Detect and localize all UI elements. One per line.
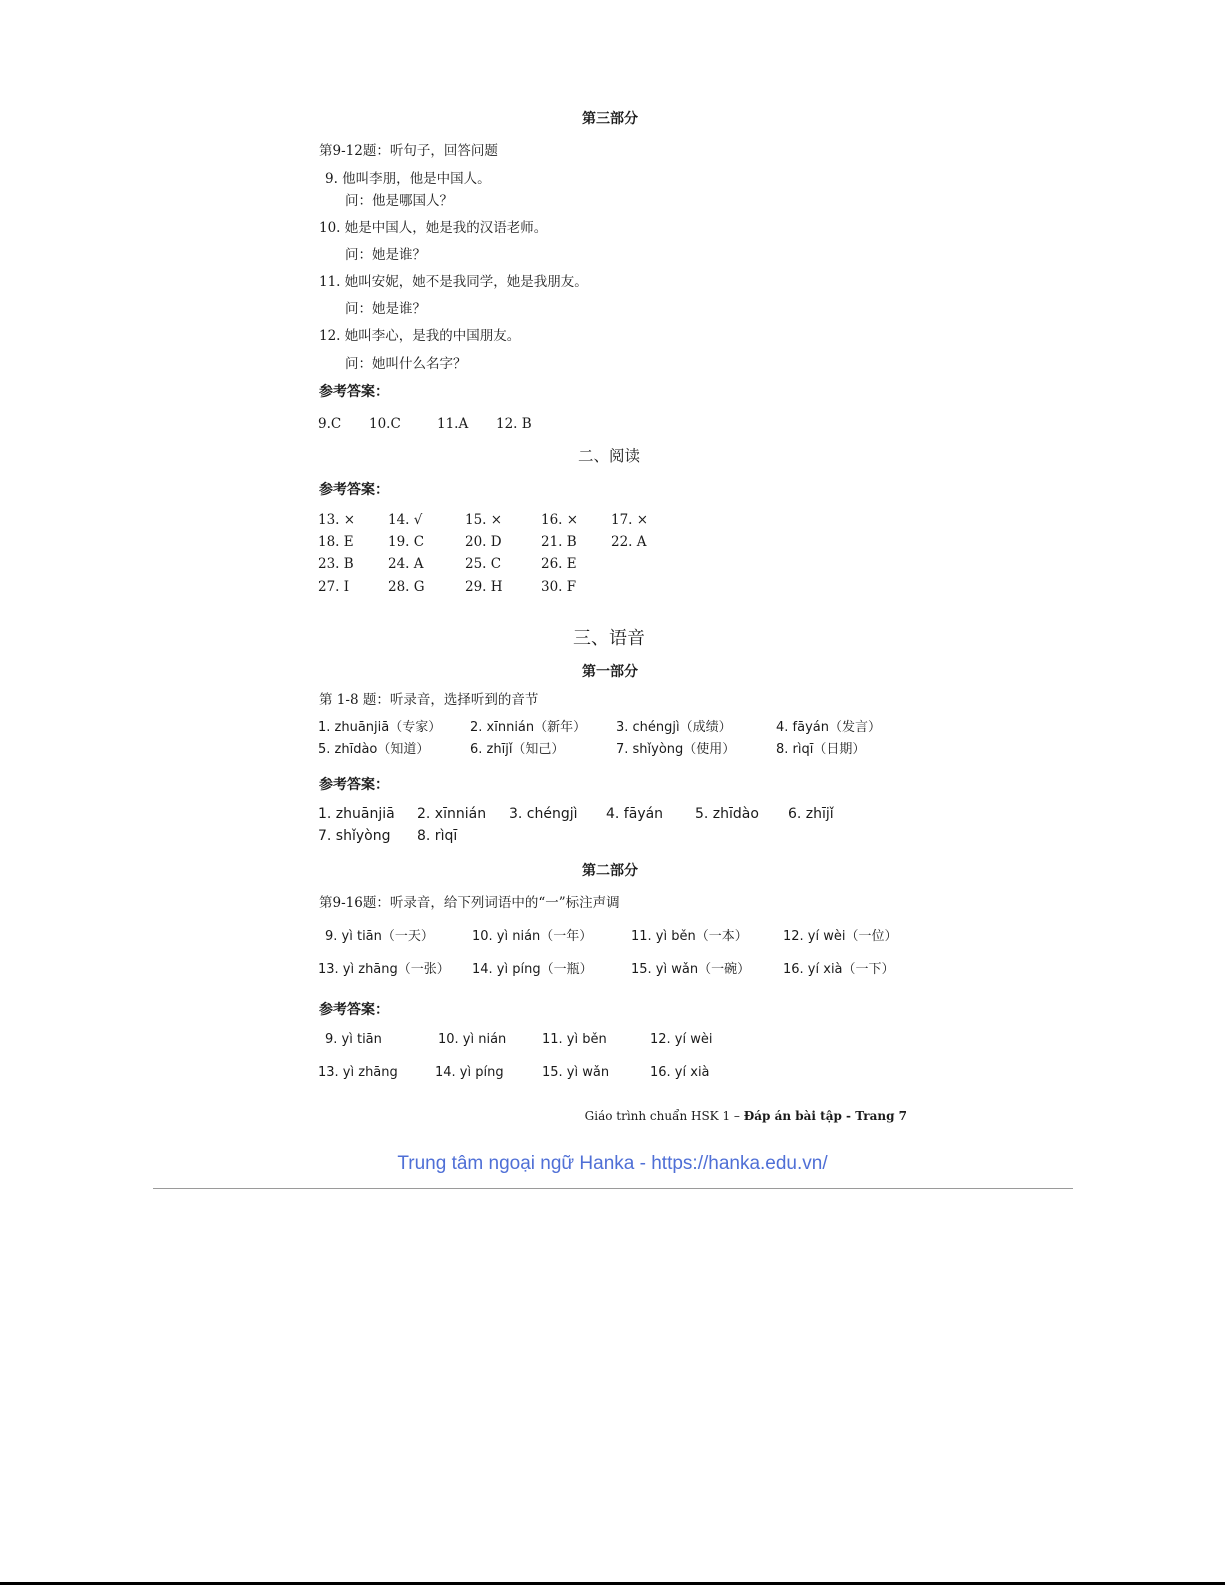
answer-item: 9.C	[318, 416, 342, 432]
tone-answer: 13. yì zhāng	[318, 1065, 398, 1080]
tone-answer: 15. yì wǎn	[542, 1065, 610, 1080]
reading-answer: 26. E	[541, 556, 577, 572]
divider	[153, 1188, 1073, 1189]
syllable-option: 6. zhījǐ（知己）	[470, 742, 565, 757]
syllable-option: 8. rìqī（日期）	[776, 742, 866, 757]
phonetics-heading: 三、语音	[573, 628, 645, 649]
tone-item: 12. yí wèi（一位）	[783, 929, 898, 944]
phonetics-part2-instruction: 第9-16题：听录音，给下列词语中的“一”标注声调	[319, 895, 620, 911]
reading-answer: 13. ×	[318, 512, 356, 528]
tone-item: 9. yì tiān（一天）	[325, 929, 434, 944]
syllable-answer: 5. zhīdào	[695, 806, 759, 822]
website-link[interactable]: Trung tâm ngoại ngữ Hanka - https://hanka.edu.vn/	[397, 1153, 828, 1174]
tone-answer: 9. yì tiān	[325, 1032, 382, 1047]
question-11-sentence: 11. 她叫安妮，她不是我同学，她是我朋友。	[319, 274, 588, 290]
reading-answer: 16. ×	[541, 512, 579, 528]
reading-answer: 25. C	[465, 556, 502, 572]
tone-item: 13. yì zhāng（一张）	[318, 962, 450, 977]
syllable-answer: 7. shǐyòng	[318, 828, 391, 844]
tone-item: 10. yì nián（一年）	[472, 929, 593, 944]
syllable-option: 5. zhīdào（知道）	[318, 742, 430, 757]
reading-answer: 15. ×	[465, 512, 503, 528]
phonetics-part2-heading: 第二部分	[582, 863, 638, 879]
answer-item: 12. B	[496, 416, 532, 432]
syllable-answer: 8. rìqī	[417, 828, 458, 844]
reading-answer: 18. E	[318, 534, 354, 550]
reading-answer: 23. B	[318, 556, 354, 572]
answer-item: 10.C	[369, 416, 401, 432]
question-12-sentence: 12. 她叫李心，是我的中国朋友。	[319, 328, 521, 344]
reading-answer: 28. G	[388, 579, 425, 595]
tone-answer: 14. yì píng	[435, 1065, 504, 1080]
reading-answer: 21. B	[541, 534, 577, 550]
footer-note-text: Giáo trình chuẩn HSK 1 –	[584, 1109, 744, 1123]
reading-answer: 30. F	[541, 579, 577, 595]
tone-answer: 11. yì běn	[542, 1032, 607, 1047]
syllable-option: 7. shǐyòng（使用）	[616, 742, 736, 757]
syllable-answer: 2. xīnnián	[417, 806, 487, 822]
question-11-prompt: 问：她是谁？	[345, 301, 426, 317]
syllable-answer: 3. chéngjì	[509, 806, 578, 822]
question-12-prompt: 问：她叫什么名字？	[345, 356, 467, 372]
phonetics-part2-answers-label: 参考答案：	[319, 1002, 389, 1018]
phonetics-part1-heading: 第一部分	[582, 664, 638, 680]
answer-item: 11.A	[437, 416, 469, 432]
part3-instruction: 第9-12题：听句子，回答问题	[319, 143, 498, 159]
question-9-sentence: 9. 他叫李朋，他是中国人。	[325, 171, 491, 187]
phonetics-part1-answers-label: 参考答案：	[319, 777, 389, 793]
tone-item: 11. yì běn（一本）	[631, 929, 748, 944]
syllable-option: 4. fāyán（发言）	[776, 720, 881, 735]
reading-answer: 14. √	[388, 512, 423, 528]
question-10-sentence: 10. 她是中国人，她是我的汉语老师。	[319, 220, 548, 236]
question-10-prompt: 问：她是谁？	[345, 247, 426, 263]
reading-answer: 24. A	[388, 556, 424, 572]
tone-answer: 12. yí wèi	[650, 1032, 713, 1047]
tone-item: 14. yì píng（一瓶）	[472, 962, 593, 977]
footer-note-bold: Đáp án bài tập - Trang 7	[743, 1109, 907, 1123]
reading-answer: 17. ×	[611, 512, 649, 528]
part3-heading: 第三部分	[582, 111, 638, 127]
part3-answers-label: 参考答案：	[319, 384, 389, 400]
syllable-answer: 4. fāyán	[606, 806, 664, 822]
syllable-answer: 1. zhuānjiā	[318, 806, 395, 822]
reading-answers-label: 参考答案：	[319, 482, 389, 498]
syllable-option: 2. xīnnián（新年）	[470, 720, 587, 735]
tone-answer: 16. yí xià	[650, 1065, 710, 1080]
reading-answer: 19. C	[388, 534, 425, 550]
syllable-option: 3. chéngjì（成绩）	[616, 720, 732, 735]
reading-answer: 29. H	[465, 579, 503, 595]
phonetics-part1-instruction: 第 1-8 题：听录音，选择听到的音节	[319, 692, 539, 708]
syllable-answer: 6. zhījǐ	[788, 806, 834, 822]
tone-answer: 10. yì nián	[438, 1032, 507, 1047]
reading-answer: 20. D	[465, 534, 502, 550]
tone-item: 15. yì wǎn（一碗）	[631, 962, 751, 977]
tone-item: 16. yí xià（一下）	[783, 962, 895, 977]
page-footer-note	[585, 1108, 907, 1124]
reading-answer: 27. I	[318, 579, 350, 595]
reading-heading: 二、阅读	[578, 447, 641, 465]
syllable-option: 1. zhuānjiā（专家）	[318, 720, 442, 735]
question-9-prompt: 问：他是哪国人？	[345, 193, 453, 209]
reading-answer: 22. A	[611, 534, 647, 550]
